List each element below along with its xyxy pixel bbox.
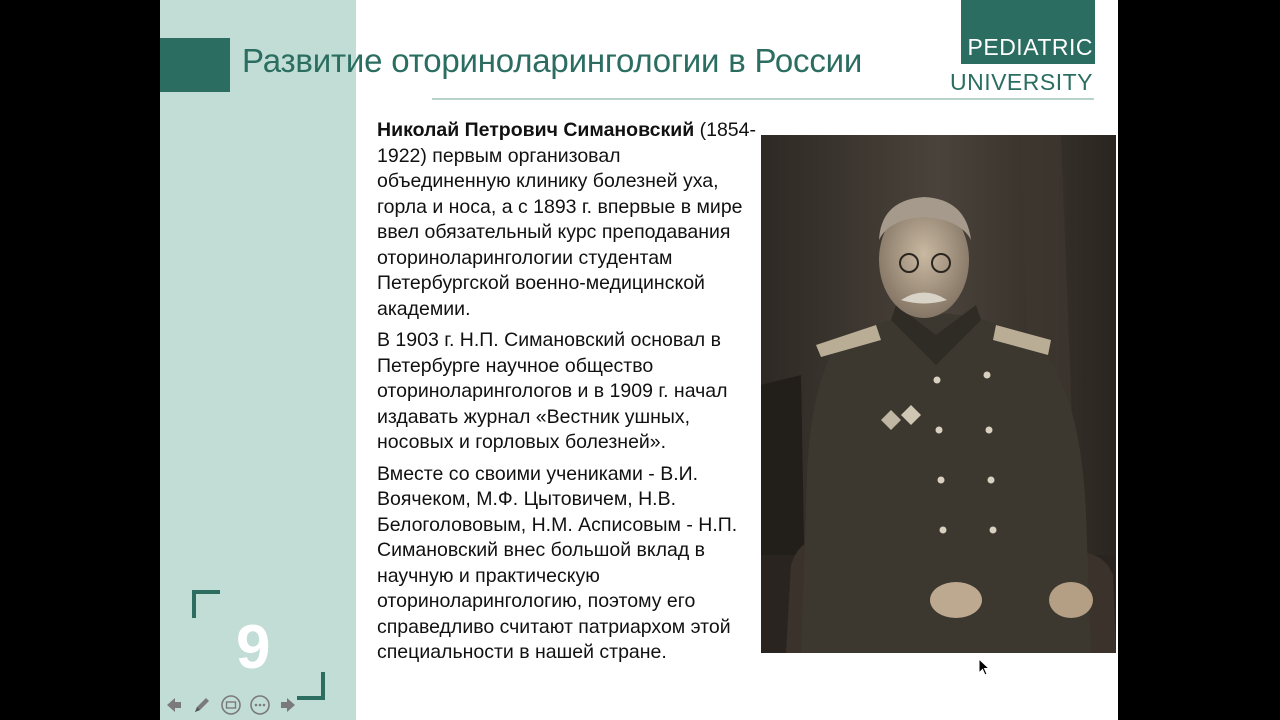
pen-icon[interactable] xyxy=(189,692,215,718)
slide-title: Развитие оториноларингологии в России xyxy=(242,42,863,79)
more-options-icon[interactable] xyxy=(247,692,273,718)
mouse-cursor-icon xyxy=(978,658,990,681)
university-logo xyxy=(949,0,1095,98)
title-underline xyxy=(432,98,1094,100)
portrait-photo xyxy=(761,135,1116,653)
title-accent-block xyxy=(160,38,230,92)
logo-top-block xyxy=(961,0,1095,64)
slides-grid-icon[interactable] xyxy=(218,692,244,718)
logo-line2: UNIVERSITY xyxy=(949,69,1093,95)
arrow-left-icon[interactable] xyxy=(160,692,186,718)
body-text xyxy=(377,118,757,672)
logo-line1: PEDIATRIC xyxy=(967,34,1093,60)
paragraph-1 xyxy=(377,118,757,322)
paragraph-3: Вместе со своими учениками - В.И. Воячеком, М.Ф. Цытовичем, Н.В. Белоголововым, Н.М. Асписовым - Н.П. Симановский внес большой вклад в научную и практическую оториноларингологию, поэтому его справедливо считают патриархом этой специальности в нашей стране. xyxy=(377,462,738,663)
slide xyxy=(160,0,1118,720)
presentation-nav-bar xyxy=(160,691,305,719)
arrow-right-icon[interactable] xyxy=(276,692,302,718)
person-name: Николай Петрович Симановский xyxy=(377,119,695,141)
frame-corner-top-left xyxy=(192,590,220,618)
paragraph-1-text: (1854-1922) первым организовал объединенную клинику болезней уха, горла и носа, а с 1893 г. впервые в мире ввел обязательный курс преподавания оториноларингологии студентам Петербургской военно-медицинской академии. xyxy=(377,119,756,320)
portrait-illustration xyxy=(761,135,1116,653)
paragraph-2: В 1903 г. Н.П. Симановский основал в Петербурге научное общество оториноларингологов и в 1909 г. начал издавать журнал «Вестник ушных, носовых и горловых болезней». xyxy=(377,329,728,453)
slide-number: 9 xyxy=(236,613,271,682)
